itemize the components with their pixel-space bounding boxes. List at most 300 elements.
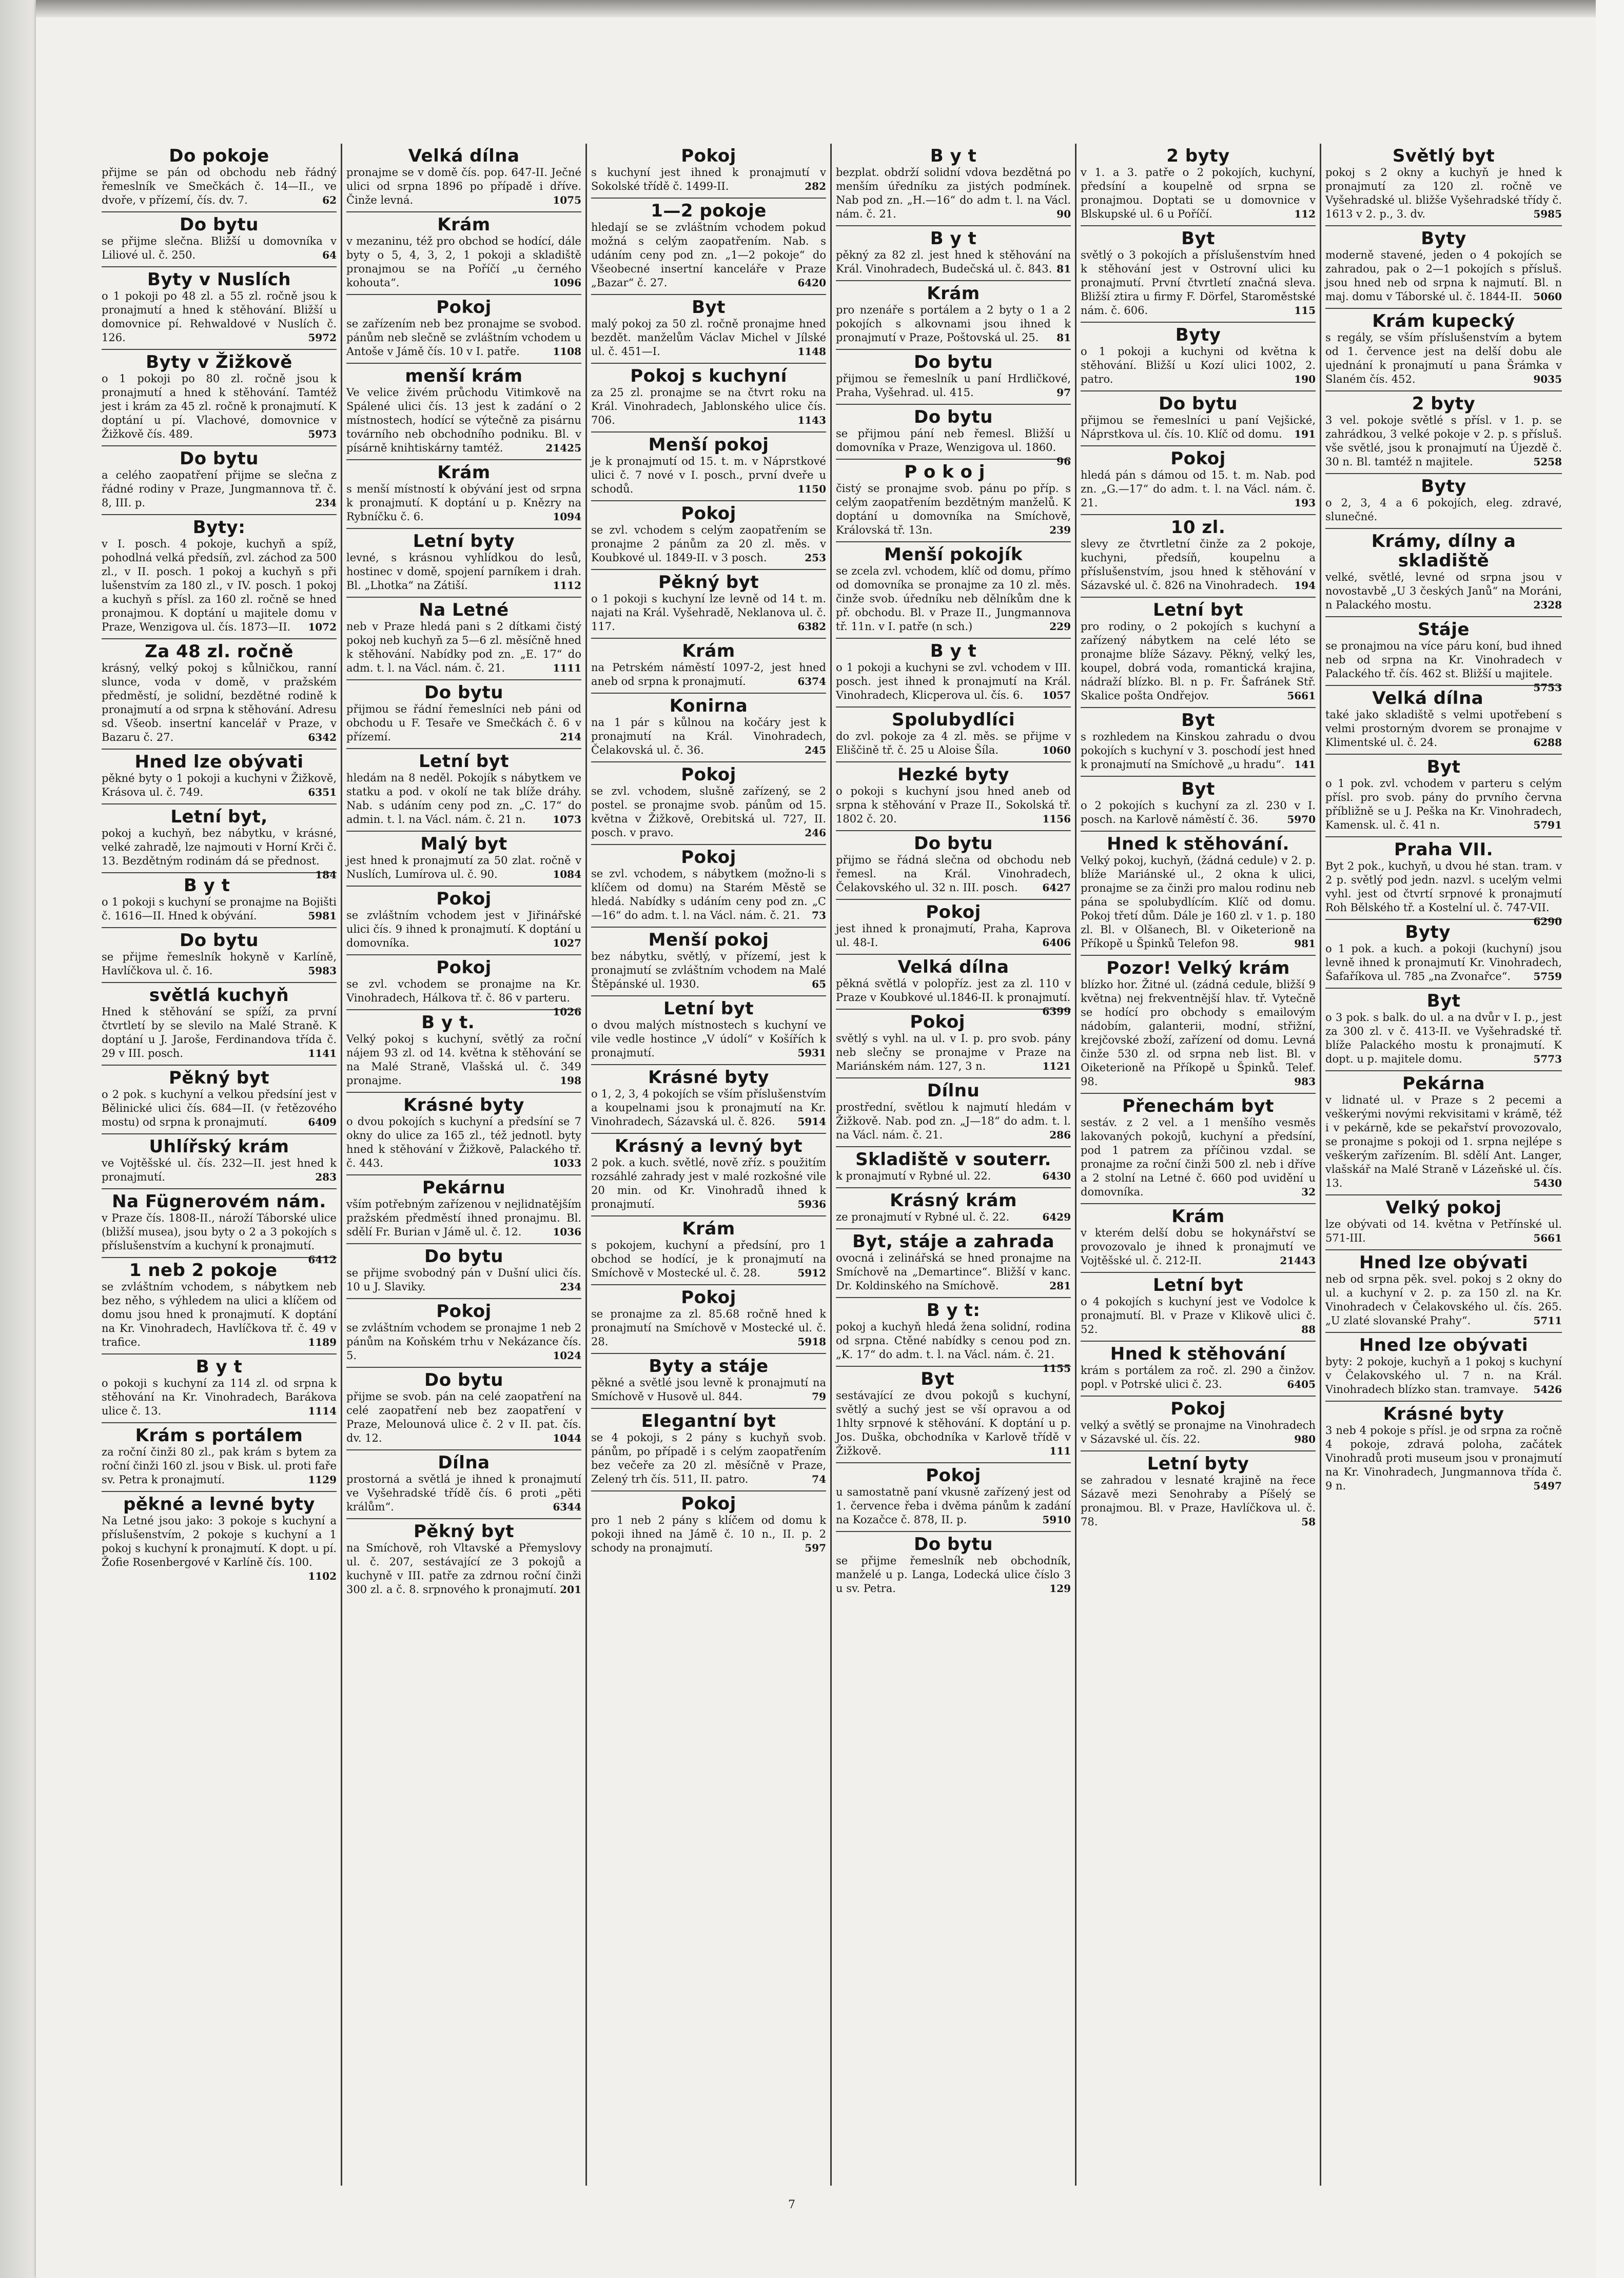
ad-heading: Velká dílna: [408, 146, 520, 166]
ad-text: [346, 166, 581, 207]
classified-ad: [1081, 323, 1316, 391]
ad-number: 5931: [797, 1047, 826, 1059]
ad-heading: Do bytu: [180, 214, 259, 235]
ad-number: 5983: [308, 965, 337, 977]
ad-text: [1081, 468, 1316, 510]
ad-heading: Menší pokoj: [648, 930, 769, 950]
ad-body-text: čistý se pronajme svob. pánu po příp. s celým zaopatřením bezdětným manželů. K doptání u domovníka na Smíchově, Královská tř. 13n.: [836, 482, 1071, 536]
ad-number: 983: [1294, 1075, 1316, 1088]
ad-number: 1112: [553, 579, 581, 592]
ad-number: 282: [805, 180, 826, 192]
ad-heading: Krám: [682, 641, 735, 661]
ad-heading: Pokoj: [681, 1494, 736, 1514]
ad-body-text: přijmou se řádní řemeslníci neb páni od obchodu u F. Tesaře ve Smečkách č. 6 v přízemí.: [346, 703, 581, 743]
ad-heading: Hezké byty: [897, 764, 1009, 785]
classified-ad: [1325, 1071, 1562, 1195]
classified-ad: [346, 598, 581, 680]
ad-number: 5918: [797, 1336, 826, 1348]
ad-text: [591, 1156, 826, 1211]
ad-heading: světlá kuchyň: [149, 985, 289, 1006]
ad-number: 5060: [1533, 290, 1562, 303]
ad-number: 112: [1294, 208, 1316, 220]
ad-heading: Pokoj: [681, 503, 736, 524]
ad-number: 193: [1294, 497, 1316, 509]
ad-heading: P o k o j: [904, 462, 985, 482]
ad-number: 234: [560, 1281, 581, 1293]
ad-number: 6430: [1042, 1170, 1071, 1182]
ad-text: [102, 661, 337, 744]
ad-number: 5970: [1287, 813, 1316, 826]
ad-body-text: s menší místností k obývání jest od srpna k pronajmutí. K doptání u p. Knězry na Rybníčku č. 6.: [346, 483, 581, 523]
column-2: [342, 144, 587, 2186]
ad-text: [836, 730, 1071, 757]
classified-ad: [102, 639, 337, 750]
ad-body-text: blízko hor. Žitné ul. (zádná cedule, bližší 9 května) nej frekventnější hlav. tř. Vytečně se hodící pro obchody s emailovým nádobím, galanterii, modní, střižní, krejčovské zboží, zařízení od domu. Levná činže 530 zl. od srpna neb list. Bl. v Oiketerioně na Příkopě u Špinků. Telef. 98.: [1081, 978, 1316, 1088]
ad-number: 81: [1056, 331, 1071, 344]
ad-text: [1081, 1116, 1316, 1199]
ad-number: 6427: [1042, 881, 1071, 894]
ad-heading: Pokoj: [436, 957, 492, 978]
ad-text: [1325, 708, 1562, 750]
ad-number: 1073: [553, 813, 581, 826]
classified-ad: [591, 433, 826, 501]
ad-text: [1081, 730, 1316, 772]
ad-number: 981: [1294, 937, 1316, 950]
ad-text: [591, 455, 826, 496]
ad-heading: Krám s portálem: [135, 1425, 303, 1446]
ad-number: 141: [1294, 758, 1316, 771]
ad-text: [1081, 1295, 1316, 1337]
ad-heading: Pozor! Velký krám: [1106, 958, 1290, 978]
ad-number: 191: [1294, 428, 1316, 440]
classified-ad: [102, 804, 337, 881]
ad-heading: Byt: [1181, 779, 1215, 799]
ad-number: 1102: [308, 1570, 337, 1582]
ad-heading: Pěkný byt: [413, 1521, 515, 1542]
ad-text: [102, 1088, 337, 1129]
page-number: 7: [788, 2198, 795, 2211]
classified-ad: [346, 529, 581, 598]
ad-text: [346, 551, 581, 593]
ad-heading: Letní byty: [413, 531, 515, 552]
ad-heading: Stáje: [1418, 619, 1470, 640]
ad-text: [1325, 1011, 1562, 1066]
classified-ad: [102, 1354, 337, 1423]
ad-body-text: o 1 pokoji a kuchyni od května k stěhování. Bližší u Kozí ulici 1002, 2. patro.: [1081, 345, 1316, 385]
page-top-shadow: [36, 0, 1596, 17]
ad-heading: Byt: [692, 297, 726, 318]
classified-ad: [1081, 446, 1316, 515]
ad-body-text: o 1 pok. zvl. vchodem v parteru s celým přísl. pro svob. pány do prvního června příbližně se u J. Peška na Kr. Vinohradech, Kamensk. ul. č. 41 n.: [1325, 777, 1562, 831]
column-3: [587, 144, 832, 2186]
ad-number: 246: [805, 827, 826, 839]
classified-ad: [1325, 391, 1562, 474]
classified-ad: [836, 1463, 1071, 1532]
ad-number: 286: [1049, 1129, 1071, 1141]
classified-ad: [836, 405, 1071, 467]
classified-ad: [1325, 474, 1562, 529]
ad-body-text: ze pronajmutí v Rybné ul. č. 22.: [836, 1211, 1010, 1223]
ad-number: 129: [1049, 1582, 1071, 1595]
ad-heading: Byty v Nuslích: [147, 269, 291, 290]
ad-heading: Pokoj: [681, 847, 736, 868]
classified-ad: [346, 1175, 581, 1244]
classified-ad: [102, 1134, 337, 1189]
ad-heading: Pokoj: [1170, 448, 1226, 469]
ad-heading: Krám kupecký: [1372, 311, 1515, 331]
ad-body-text: Na Letné jsou jako: 3 pokoje s kuchyní a příslušenstvím, 2 pokoje s kuchyní a 1 pokoj s kuchyní k pronajmutí. K dopt. u pí. Žofie Rosenbergové v Karlíně čís. 100.: [102, 1515, 337, 1568]
ad-text: [102, 289, 337, 345]
ad-body-text: o 2, 3, 4 a 6 pokojích, eleg. zdravé, slunečné.: [1325, 497, 1562, 523]
ad-number: 6406: [1042, 936, 1071, 949]
ad-body-text: přijme se svob. pán na celé zaopatření na celé zaopatření neb bez zaopatření v Praze, Melounová ulice č. 2 v II. pat. čís. dv. 12.: [346, 1390, 581, 1444]
ad-heading: Byt: [1426, 757, 1461, 777]
ad-body-text: o 3 pok. s balk. do ul. a na dvůr v I. p., jest za 300 zl. v č. 413-II. ve Vyšehradské tř. blíže Palackého mostu k pronajmutí. K dopt. u p. majitele domu.: [1325, 1011, 1562, 1065]
ad-number: 1150: [797, 483, 826, 495]
ad-text: [346, 1472, 581, 1514]
ad-body-text: se přijme slečna. Bližší u domovníka v Liliové ul. č. 250.: [102, 235, 337, 261]
ad-heading: B y t: [930, 146, 977, 166]
ad-number: 5711: [1533, 1314, 1562, 1327]
ad-number: 73: [812, 909, 826, 921]
ad-heading: Do bytu: [914, 833, 993, 854]
ad-number: 1108: [553, 345, 581, 358]
ad-heading: Letní byt: [1153, 600, 1243, 620]
ad-number: 6382: [797, 620, 826, 633]
ad-text: [591, 1376, 826, 1404]
ad-heading: Pokoj: [910, 1012, 965, 1032]
ad-body-text: pro rodiny, o 2 pokojích s kuchyní a zařízený nábytkem na celé léto se pronajme blíže Sázavy. Pěkný, velký les, koupel, dobrá voda, romantická krajina, nádraží blízko. Bl. n p. Fr. Šafránek Stř. Skalice pošta Ondřejov.: [1081, 620, 1316, 702]
ad-text: [1081, 1226, 1316, 1268]
ad-number: 111: [1049, 1445, 1071, 1457]
classified-ad: [836, 1298, 1071, 1374]
ad-body-text: také jako skladiště s velmi upotřebení s velmi prostorným dvorem se pronajme v Klimentské ul. č. 24.: [1325, 709, 1562, 749]
classified-ad: [1325, 1195, 1562, 1250]
ad-body-text: moderně stavené, jeden o 4 pokojích se zahradou, pak o 2—1 pokojích s přísluš. jsou hned neb od srpna k najmutí. Bl. n maj. domu v Táborské ul. č. 1844-II.: [1325, 249, 1562, 303]
classified-ad: [1081, 1204, 1316, 1273]
ad-body-text: Velký pokoj, kuchyň, (žádná cedule) v 2. p. blíže Mariánské ul., 2 okna k ulici, pronajme se za činži pro malou rodinu neb pána se spolubydlícím. Klíč od domu. Pokoj třetí dům. Dále je 160 zl. v 1. p. 180 zl. Bl. v Olšanech, Bl. v Oiketerioně na Příkopě u Špinků Telefon 98.: [1081, 854, 1316, 950]
ad-text: [836, 1485, 1071, 1527]
ad-text: [836, 1101, 1071, 1142]
ad-text: [591, 386, 826, 427]
classified-ad: [591, 1216, 826, 1285]
ad-heading: Krám: [437, 214, 491, 235]
classified-ad: [1081, 598, 1316, 708]
ad-text: [836, 482, 1071, 537]
ad-number: 201: [560, 1583, 581, 1596]
classified-ad: [346, 460, 581, 529]
classified-ad: [836, 542, 1071, 639]
classified-ad: [591, 199, 826, 295]
ad-number: 245: [805, 744, 826, 756]
classified-ad: [591, 996, 826, 1065]
ad-number: 1024: [553, 1349, 581, 1362]
ad-number: 5936: [797, 1198, 826, 1210]
ad-body-text: přijmou se řemeslník u paní Hrdličkové, Praha, Vyšehrad. ul. 415.: [836, 372, 1071, 399]
classified-ad: [102, 1189, 337, 1266]
classified-ad: [836, 708, 1071, 762]
ad-number: 1033: [553, 1157, 581, 1169]
ad-text: [1325, 331, 1562, 386]
ad-body-text: v kterém delší dobu se hokynářství se provozovalo je ihned k pronajmutí ve Vojtěšské ul. č. 212-II.: [1081, 1227, 1316, 1267]
ad-body-text: 3 vel. pokoje světlé s přísl. v 1. p. se zahrádkou, 3 velké pokoje v 2. p. s přísluš. vše světlé, jsou k pronajmutí na Újezdě č. 30 n. Bl. tamtéž n majitele.: [1325, 414, 1562, 468]
ad-body-text: za roční činži 80 zl., pak krám s bytem za roční činži 160 zl. jsou v Bisk. ul. proti faře sv. Petra k pronajmutí.: [102, 1446, 337, 1486]
ad-body-text: na 1 pár s kůlnou na kočáry jest k pronajmutí na Král. Vinohradech, Čelakovská ul. č. 36.: [591, 716, 826, 756]
ad-heading: Krásný krám: [890, 1190, 1017, 1211]
ad-number: 6405: [1287, 1378, 1316, 1390]
column-6: [1321, 144, 1566, 2186]
ad-text: [102, 1156, 337, 1184]
ad-body-text: bezplat. obdrží solidní vdova bezdětná po menším úředníku za jistých podmínek. Nab pod zn. „H.—16“ do adm t. l. na Václ. nám. č. 21.: [836, 166, 1071, 220]
ad-body-text: pěkný za 82 zl. jest hned k stěhování na Král. Vinohradech, Budečská ul. č. 843.: [836, 249, 1071, 275]
ad-body-text: velký a světlý se pronajme na Vinohradech v Sázavské ul. čís. 22.: [1081, 1419, 1316, 1445]
classified-ad: [591, 1134, 826, 1216]
ad-number: 5912: [797, 1267, 826, 1279]
ad-text: [102, 1514, 337, 1582]
column-5: [1077, 144, 1321, 2186]
classified-ad: [836, 350, 1071, 405]
classified-ad: [346, 364, 581, 460]
ad-heading: Krám: [927, 283, 980, 304]
ad-text: [591, 950, 826, 991]
ad-heading: Do bytu: [180, 930, 259, 951]
classified-ad: [346, 295, 581, 364]
ad-body-text: se zahradou v lesnaté krajině na řece Sázavě mezi Senohraby a Píšelý se pronajmou. Bl. v Praze, Havlíčkova ul. č. 78.: [1081, 1474, 1316, 1528]
ad-number: 1111: [553, 662, 581, 674]
ad-text: [346, 482, 581, 524]
ad-text: [836, 853, 1071, 895]
ad-heading: Letní byty: [1147, 1454, 1249, 1474]
ad-number: 1072: [308, 621, 337, 633]
classified-ad: [1081, 391, 1316, 446]
ad-text: [102, 1005, 337, 1061]
ad-heading: Krásné byty: [403, 1095, 524, 1115]
ad-number: 1148: [797, 345, 826, 358]
ad-heading: Skladiště v souterr.: [855, 1149, 1051, 1170]
ad-heading: 10 zl.: [1170, 517, 1226, 538]
ad-text: [102, 1377, 337, 1418]
ad-heading: Pěkný byt: [658, 572, 759, 593]
ad-text: [346, 317, 581, 359]
ad-text: [346, 1197, 581, 1239]
ad-heading: menší krám: [405, 366, 523, 386]
classified-ad: [836, 226, 1071, 281]
ad-number: 5661: [1287, 690, 1316, 702]
ad-body-text: neb od srpna pěk. svel. pokoj s 2 okny do ul. a kuchyní v 2. p. za 150 zl. na Kr. Vinohradech v Čelakovského ul. čís. 265. „U zlaté slovanské Prahy“.: [1325, 1273, 1562, 1327]
ad-heading: 2 byty: [1412, 394, 1476, 414]
ad-body-text: o dvou malých místnostech s kuchyní ve vile vedle hostince „V údolí“ v Košířích k pronajmutí.: [591, 1019, 826, 1059]
ad-body-text: v Praze čís. 1808-II., nároží Táborské ulice (bližší musea), jsou byty o 2 a 3 pokojích s příslušenstvím a kuchyní k pronajmutí.: [102, 1212, 337, 1252]
ad-body-text: pokoj a kuchyň hledá žena solidní, rodina od srpna. Ctěné nabídky s cenou pod zn. „K. 17“ do adm. t. l. na Václ. nám. č. 21.: [836, 1321, 1071, 1361]
ad-number: 21425: [545, 442, 581, 454]
ad-number: 1156: [1042, 813, 1071, 825]
ad-body-text: jest hned k pronajmutí za 50 zlat. ročně v Nuslích, Lumírova ul. č. 90.: [346, 854, 581, 880]
ad-text: [346, 1390, 581, 1445]
ad-number: 239: [1049, 524, 1071, 536]
ad-body-text: s regály, se vším příslušenstvím a bytem od 1. července jest na delší dobu ale ujednání k pronajmutí u pana Šrámka v Slaném čís. 452.: [1325, 331, 1562, 385]
ad-body-text: ovocná i zelinářská se hned pronajme na Smíchově na „Demartince“. Bližší v kanc. Dr. Koldinského na Smíchově.: [836, 1252, 1071, 1292]
ad-heading: Do bytu: [1159, 394, 1238, 414]
ad-body-text: hledají se se zvláštním vchodem pokud možná s celým zaopatřením. Nab. s udáním ceny pod zn. „1—2 pokoje“ do Všeobecné insertní kanceláře v Praze „Bazar“ č. 27.: [591, 221, 826, 289]
ad-body-text: se zvláštním vchodem se pronajme 1 neb 2 pánům na Koňském trhu v Nekázance čís. 5.: [346, 1322, 581, 1362]
ad-text: [836, 1251, 1071, 1293]
ad-heading: 1—2 pokoje: [651, 201, 767, 221]
ad-text: [836, 922, 1071, 950]
ad-heading: Dílnu: [927, 1081, 980, 1101]
classified-ad: [1081, 1094, 1316, 1204]
ad-heading: Elegantní byt: [641, 1411, 776, 1431]
ad-body-text: krásný, velký pokoj s kůlničkou, ranní slunce, voda v domě, v pražském předměstí, je solidní, bezdětné rodině k pronajmutí a od srpna k stěhování. Adresu sd. Všeob. insertní kancelář v Praze, v Bazaru č. 27.: [102, 662, 337, 743]
ad-number: 65: [812, 978, 826, 990]
ad-heading: Do bytu: [424, 682, 503, 703]
ad-number: 5791: [1533, 819, 1562, 831]
classified-ad: [591, 928, 826, 996]
ad-heading: B y t: [930, 641, 977, 661]
ad-body-text: světlý s vyhl. na ul. v I. p. pro svob. pány neb slečny se pronajme v Praze na Mariánském nám. 127, 3 n.: [836, 1032, 1071, 1072]
ad-text: [346, 1541, 581, 1597]
ad-number: 5759: [1533, 970, 1562, 983]
ad-heading: Dílna: [438, 1452, 490, 1473]
ad-body-text: se přijmou pání neb řemesl. Bližší u domovníka v Praze, Wenzigova ul. 1860.: [836, 427, 1071, 454]
classified-ad: [591, 1491, 826, 1559]
ad-heading: Pekárnu: [422, 1177, 506, 1198]
ad-text: [102, 895, 337, 923]
ad-text: [1081, 978, 1316, 1089]
ad-heading: Byty a stáje: [649, 1356, 769, 1377]
classified-ad: [591, 1285, 826, 1354]
classified-ad: [102, 1258, 337, 1354]
ad-body-text: za 25 zl. pronajme se na čtvrt roku na Král. Vinohradech, Jablonského ulice čís. 706.: [591, 386, 826, 426]
classified-ad: [836, 1229, 1071, 1298]
ad-body-text: o 2 pokojích s kuchyní za zl. 230 v I. posch. na Karlově náměstí č. 36.: [1081, 799, 1316, 826]
classified-ad: [836, 639, 1071, 708]
ad-text: [346, 854, 581, 881]
ad-number: 79: [812, 1390, 826, 1403]
ad-text: [836, 1032, 1071, 1073]
ad-text: [591, 1087, 826, 1129]
classified-ad: [102, 873, 337, 928]
ad-body-text: se pronajme za zl. 85.68 ročně hned k pronajmutí na Smíchově v Mostecké ul. č. 28.: [591, 1308, 826, 1348]
ad-body-text: pěkné byty o 1 pokoji a kuchyni v Žižkově, Krásova ul. č. 749.: [102, 772, 337, 798]
ad-body-text: pěkná světlá v polopříz. jest za zl. 110 v Praze v Koubkové ul.1846-II. k pronajmutí.: [836, 977, 1071, 1004]
ad-number: 1189: [308, 1336, 337, 1348]
ad-text: [346, 702, 581, 744]
ad-heading: Velký pokoj: [1385, 1197, 1502, 1218]
ad-number: 184: [315, 869, 337, 881]
ad-heading: Do bytu: [180, 448, 259, 469]
ad-body-text: v 1. a 3. patře o 2 pokojích, kuchyní, předsíní a koupelně od srpna se pronajmou. Doptati se u domovnice v Blskupské ul. 6 u Poříčí.: [1081, 166, 1316, 220]
classified-ad: [346, 212, 581, 295]
classified-ad: [102, 446, 337, 515]
ad-body-text: k pronajmutí v Rybné ul. 22.: [836, 1170, 991, 1182]
classified-ad: [836, 900, 1071, 955]
classified-ad: [1325, 144, 1562, 226]
classified-ad: [102, 1423, 337, 1492]
ad-body-text: se přijme řemeslník neb obchodník, manželé u p. Langa, Lodecká ulice číslo 3 u sv. Petra.: [836, 1555, 1071, 1595]
ad-number: 5985: [1533, 208, 1562, 220]
classified-ad: [591, 364, 826, 433]
ad-number: 5426: [1533, 1383, 1562, 1396]
classified-ad: [591, 694, 826, 762]
ad-heading: Za 48 zl. ročně: [145, 641, 294, 662]
ad-text: [1325, 1093, 1562, 1190]
ad-heading: Hned lze obývati: [134, 752, 304, 772]
ad-number: 58: [1301, 1516, 1316, 1528]
ad-body-text: pokoj s 2 okny a kuchyň je hned k pronajmutí za 120 zl. ročně ve Vyšehradské ul. bližše Vyšehradské třídy č. 1613 v 2. p., 3. dv.: [1325, 166, 1562, 220]
ad-text: [346, 386, 581, 455]
classified-ad: [102, 983, 337, 1066]
ad-heading: B y t:: [926, 1300, 981, 1321]
ad-body-text: slevy ze čtvrtletní činže za 2 pokoje, kuchyni, předsíň, koupelnu a příslušenstvím, jsou hned k stěhování v Sázavské ul. č. 826 na Vinohradech.: [1081, 538, 1316, 592]
ad-text: [102, 1280, 337, 1349]
ad-body-text: levné, s krásnou vyhlídkou do lesů, hostinec v domě, spojení parníkem i drah. Bl. „Lhotka“ na Zátiší.: [346, 552, 581, 592]
ad-heading: Uhlířský krám: [149, 1136, 289, 1157]
ad-text: [346, 977, 581, 1018]
ad-heading: Letní byt,: [170, 807, 268, 827]
ad-heading: Letní byt: [663, 998, 754, 1019]
classified-ad: [591, 845, 826, 928]
ad-heading: Světlý byt: [1392, 146, 1495, 166]
classified-ad: [1081, 144, 1316, 226]
ad-number: 21443: [1280, 1254, 1316, 1267]
classified-ad: [836, 1367, 1071, 1463]
ad-text: [1081, 248, 1316, 318]
classified-ad: [346, 832, 581, 887]
classified-ad: [102, 928, 337, 983]
classified-ad: [591, 1065, 826, 1134]
ad-number: 2328: [1533, 599, 1562, 611]
ad-number: 1143: [797, 414, 826, 426]
classified-ad: [1081, 1342, 1316, 1397]
ad-heading: Praha VII.: [1394, 839, 1494, 860]
ad-heading: B y t: [195, 1357, 243, 1377]
ad-heading: Hned k stěhování: [1110, 1344, 1286, 1364]
classified-ad: [1081, 1397, 1316, 1451]
ad-text: [836, 1169, 1071, 1183]
ad-heading: Pokoj: [926, 902, 981, 922]
ad-number: 5430: [1533, 1177, 1562, 1189]
ad-heading: Byty: [1405, 922, 1451, 942]
ad-number: 5258: [1533, 456, 1562, 468]
classified-ad: [836, 1188, 1071, 1229]
classified-ad: [1081, 956, 1316, 1094]
ad-text: [591, 592, 826, 634]
ad-heading: Menší pokoj: [648, 435, 769, 455]
classified-ad: [591, 144, 826, 199]
ad-heading: Pokoj s kuchyní: [630, 366, 787, 386]
ad-number: 74: [812, 1473, 826, 1485]
ad-body-text: se zvl. vchodem se pronajme na Kr. Vinohradech, Hálkova tř. č. 86 v parteru.: [346, 978, 581, 1004]
ad-number: 6290: [1533, 915, 1562, 928]
ad-body-text: s rozhledem na Kinskou zahradu o dvou pokojích s kuchyní v 3. poschodí jest hned k pronajmutí na Smíchově „u hradu“.: [1081, 731, 1316, 771]
ad-body-text: u samostatně paní vkusně zařízený jest od 1. července řeba i dvěma pánům k zadání na Kozačce č. 878, II. p.: [836, 1486, 1071, 1526]
ad-heading: Pokoj: [1170, 1399, 1226, 1419]
ad-text: [346, 1115, 581, 1170]
classified-columns: [97, 144, 1566, 2186]
classified-ad: [346, 1519, 581, 1601]
ad-number: 229: [1049, 620, 1071, 633]
ad-body-text: se zcela zvl. vchodem, klíč od domu, přímo od domovníka se pronajme za 10 zl. měs. činže svob. úředníku neb dělníkům dne k př. obchodu. Bl. v Praze II., Jungmannova tř. 11n. v I. patře (n sch.): [836, 565, 1071, 633]
ad-body-text: hledám na 8 neděl. Pokojík s nábytkem ve statku a pod. v okolí ne tak blíže dráhy. Nab. s udáním ceny pod zn. „C. 17“ do admin. t. l. na Václ. nám. č. 21 n.: [346, 772, 581, 826]
ad-heading: Do pokoje: [169, 146, 269, 166]
ad-number: 198: [560, 1074, 581, 1087]
ad-heading: Na Fügnerovém nám.: [112, 1191, 326, 1212]
ad-body-text: o 1 pok. a kuch. a pokoji (kuchyní) jsou levně ihned k pronajmutí Kr. Vinohradech, Šafaříkova ul. 785 „na Zvonařce“.: [1325, 942, 1562, 983]
ad-text: [591, 523, 826, 565]
ad-heading: Byt: [921, 1369, 955, 1389]
ad-text: [1081, 799, 1316, 827]
ad-heading: Krám: [437, 462, 491, 483]
